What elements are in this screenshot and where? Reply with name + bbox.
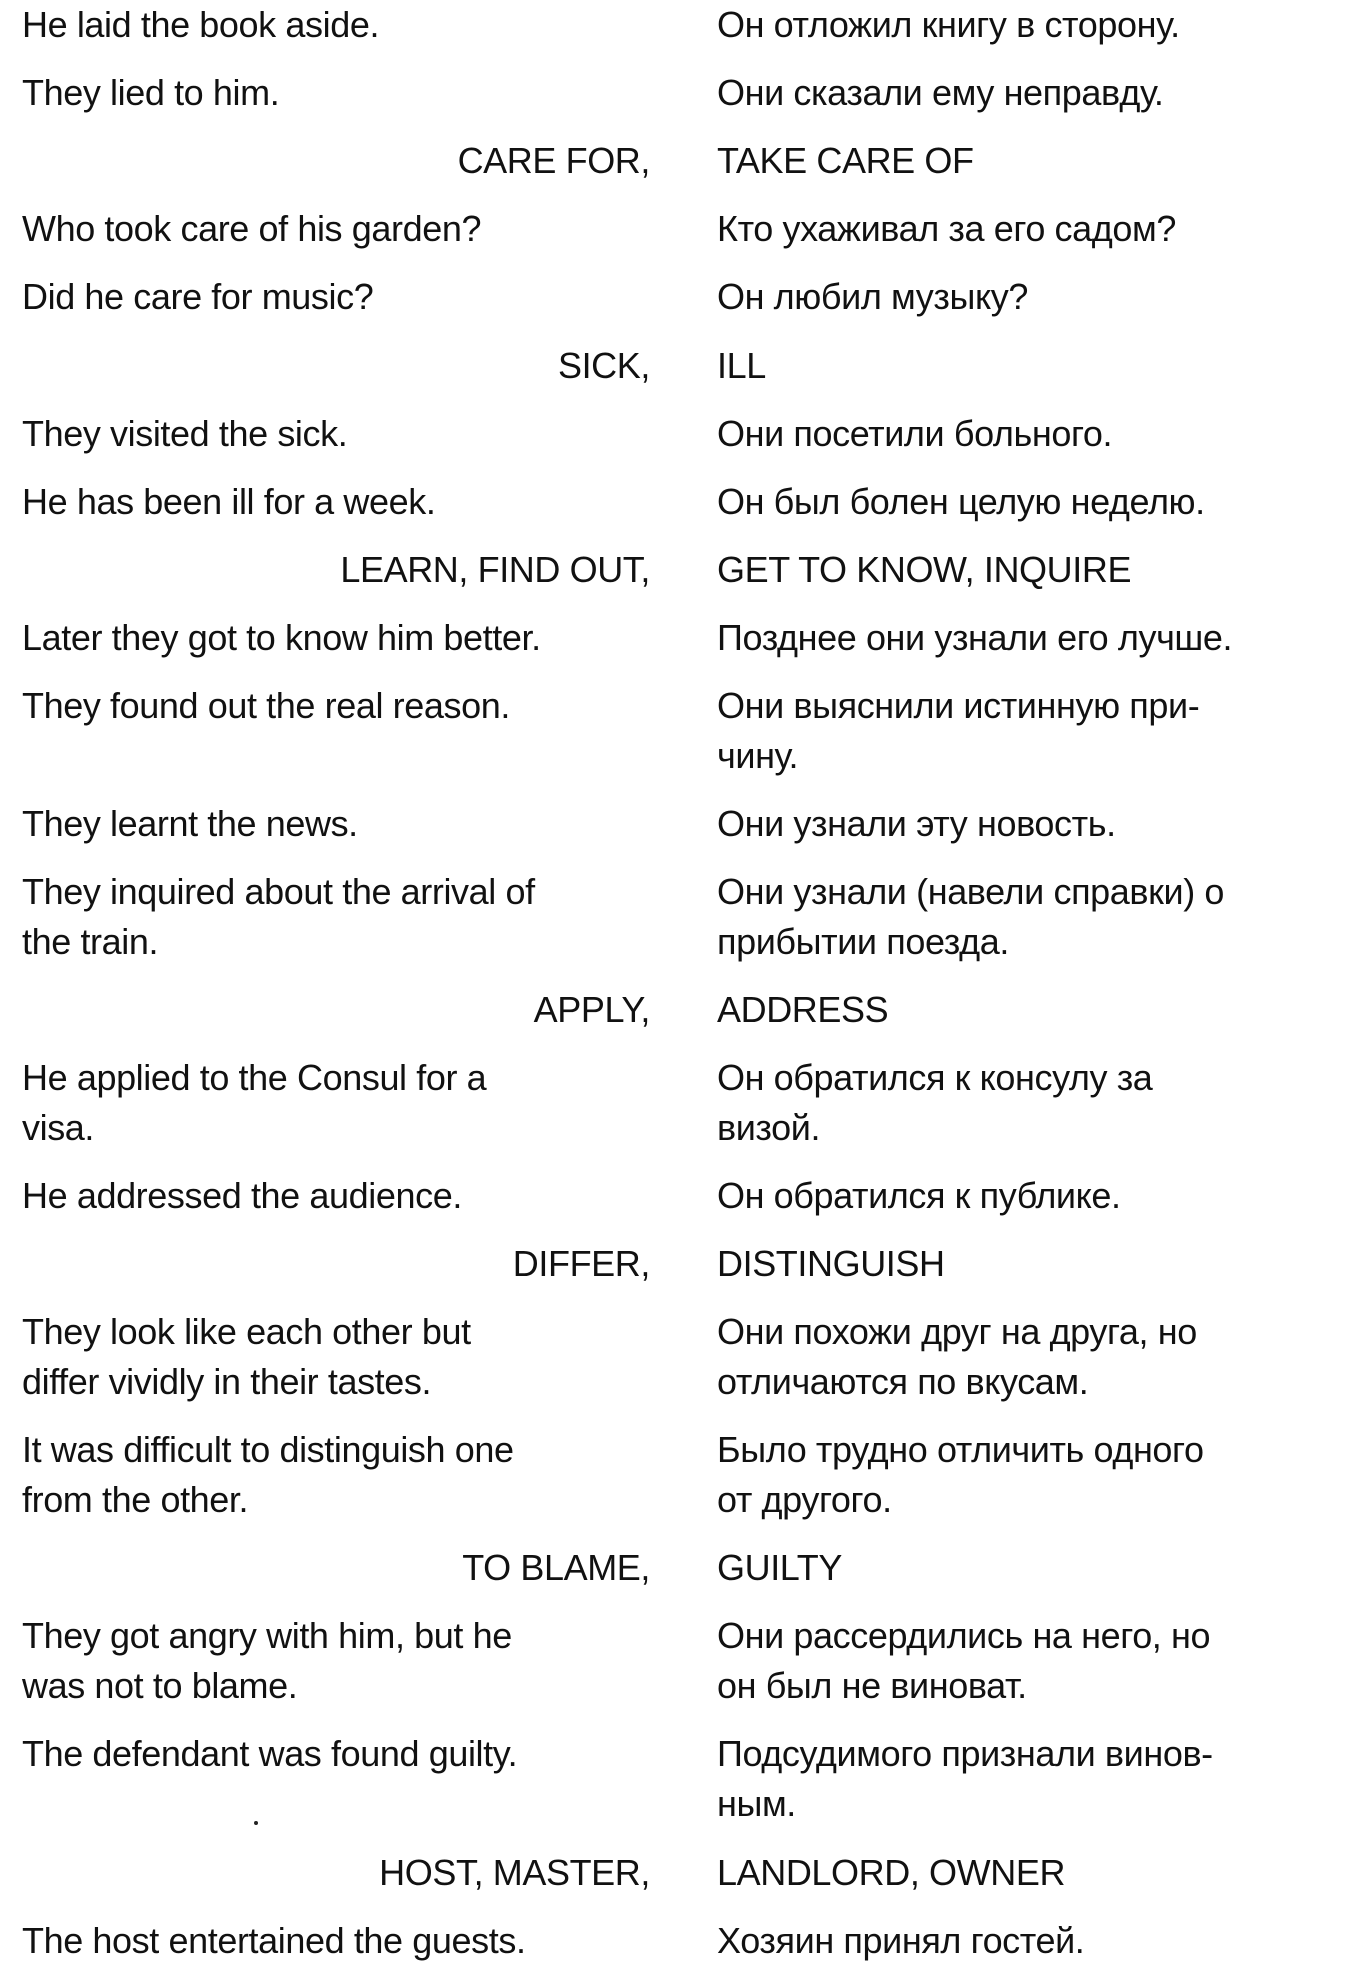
heading-right-term: GET TO KNOW, INQUIRE	[717, 549, 1132, 590]
russian-translation: Хозяин принял гостей.	[717, 1920, 1085, 1961]
english-sentence: He laid the book aside.	[22, 4, 380, 45]
heading-left-term: SICK,	[557, 345, 650, 386]
english-sentence: Later they got to know him better.	[22, 617, 541, 658]
russian-translation: Они посетили больного.	[717, 413, 1113, 454]
english-sentence: He applied to the Consul for a visa.	[22, 1057, 487, 1148]
english-sentence: They lied to him.	[22, 72, 280, 113]
heading-left-term: TO BLAME,	[462, 1547, 650, 1588]
heading-right-term: GUILTY	[717, 1547, 842, 1588]
russian-translation: Он обратился к публике.	[717, 1175, 1121, 1216]
english-sentence: It was difficult to distinguish one from the other.	[22, 1429, 514, 1520]
english-sentence: He has been ill for a week.	[22, 481, 436, 522]
russian-translation: Он был болен целую неделю.	[717, 481, 1205, 522]
english-sentence: They found out the real reason.	[22, 685, 510, 726]
russian-translation: Он обратился к консулу за визой.	[717, 1057, 1153, 1148]
russian-translation: Он любил музыку?	[717, 276, 1028, 317]
heading-left-term: HOST, MASTER,	[379, 1852, 650, 1893]
russian-translation: Подсудимого признали винов- ным.	[717, 1733, 1213, 1824]
english-sentence: They visited the sick.	[22, 413, 348, 454]
russian-translation: Они узнали эту новость.	[717, 803, 1116, 844]
russian-translation: Они рассердились на него, но он был не виноват.	[717, 1615, 1211, 1706]
english-sentence: Did he care for music?	[22, 276, 374, 317]
english-sentence: The host entertained the guests.	[22, 1920, 526, 1961]
english-sentence: They look like each other but differ vividly in their tastes.	[22, 1311, 471, 1402]
english-sentence: They learnt the news.	[22, 803, 358, 844]
russian-translation: Было трудно отличить одного от другого.	[717, 1429, 1204, 1520]
heading-right-term: LANDLORD, OWNER	[717, 1852, 1066, 1893]
english-sentence: Who took care of his garden?	[22, 208, 482, 249]
heading-left-term: CARE FOR,	[457, 140, 650, 181]
english-sentence: He addressed the audience.	[22, 1175, 462, 1216]
heading-right-term: ADDRESS	[717, 989, 889, 1030]
russian-translation: Они похожи друг на друга, но отличаются по вкусам.	[717, 1311, 1197, 1402]
russian-translation: Они узнали (навели справки) о прибытии поезда.	[717, 871, 1225, 962]
heading-right-term: ILL	[717, 345, 766, 386]
heading-left-term: LEARN, FIND OUT,	[340, 549, 650, 590]
russian-translation: Они выяснили истинную при- чину.	[717, 685, 1200, 776]
heading-left-term: DIFFER,	[512, 1243, 650, 1284]
russian-translation: Он отложил книгу в сторону.	[717, 4, 1180, 45]
print-speck	[254, 1821, 258, 1825]
english-sentence: They inquired about the arrival of the train.	[22, 871, 535, 962]
english-sentence: The defendant was found guilty.	[22, 1733, 518, 1774]
russian-translation: Позднее они узнали его лучше.	[717, 617, 1233, 658]
heading-left-term: APPLY,	[533, 989, 650, 1030]
heading-right-term: TAKE CARE OF	[717, 140, 974, 181]
russian-translation: Они сказали ему неправду.	[717, 72, 1164, 113]
english-sentence: They got angry with him, but he was not to blame.	[22, 1615, 512, 1706]
russian-translation: Кто ухаживал за его садом?	[717, 208, 1176, 249]
heading-right-term: DISTINGUISH	[717, 1243, 945, 1284]
